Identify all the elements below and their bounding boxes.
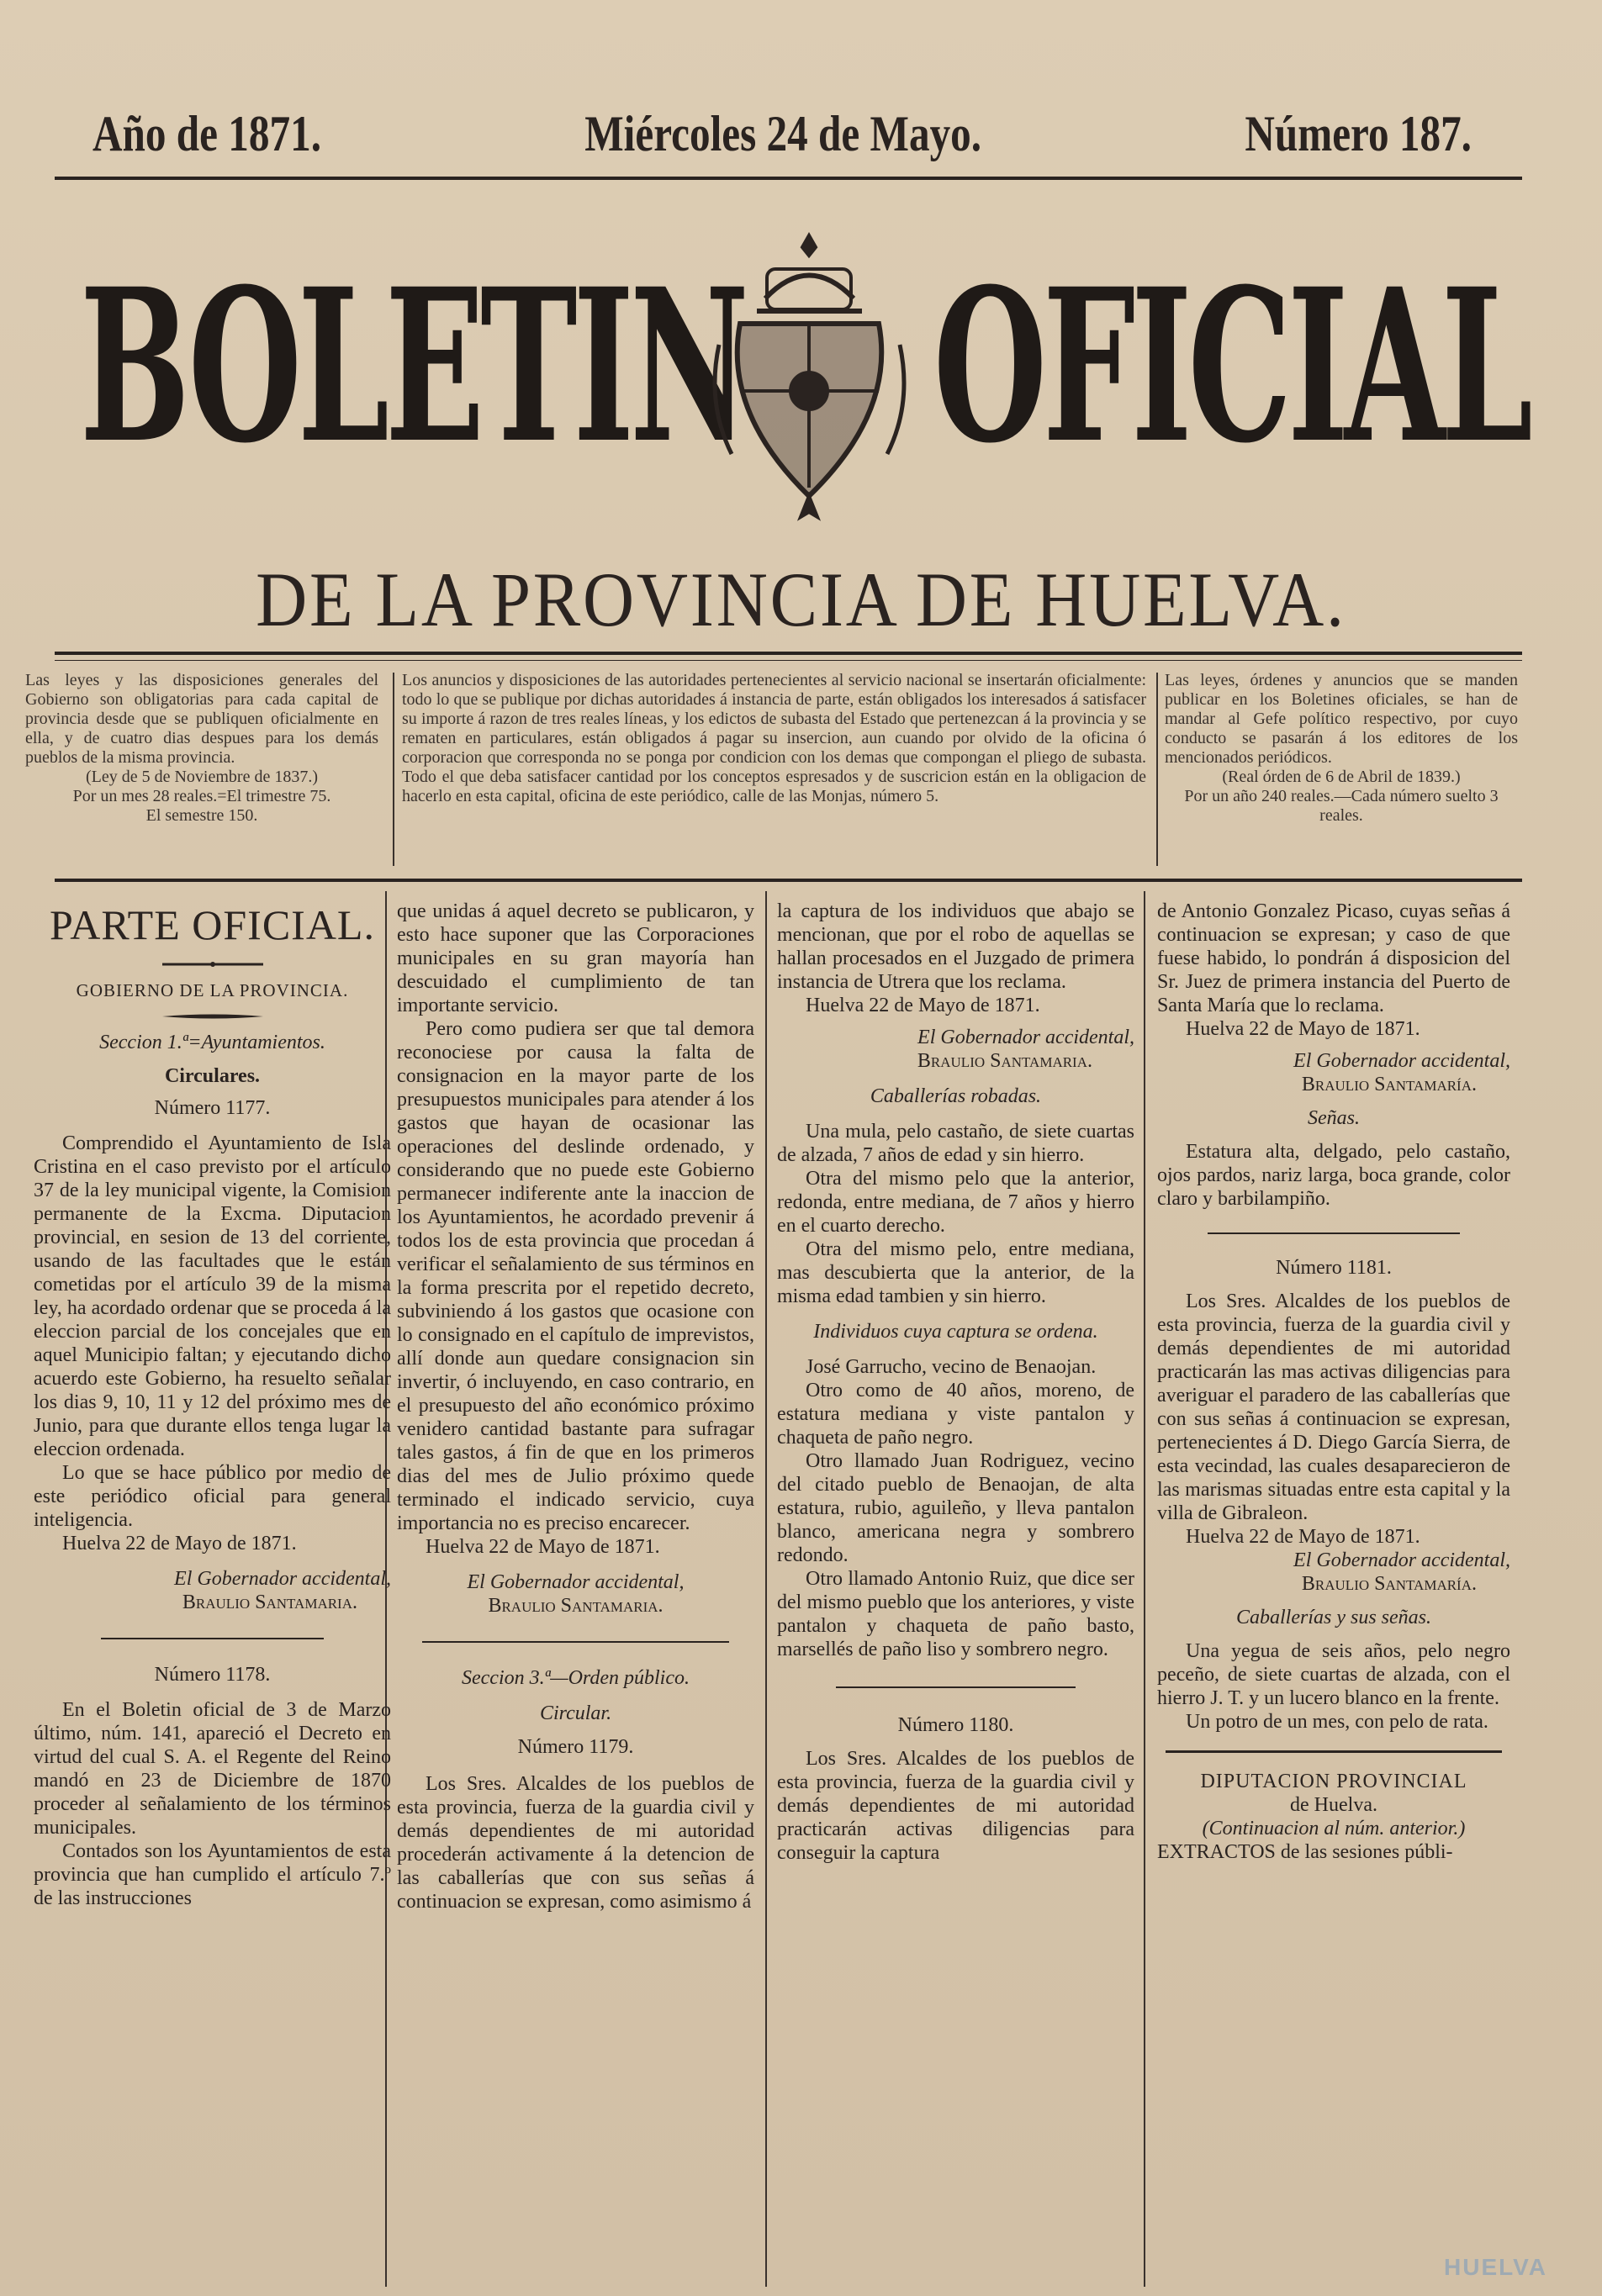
body-paragraph: Un potro de un mes, con pelo de rata.: [1186, 1711, 1488, 1733]
gobernador-title: El Gobernador accidental,: [1293, 1549, 1510, 1571]
caballerias-heading: Caballerías robadas.: [870, 1085, 1042, 1107]
dateline: [93, 105, 1472, 163]
numero-1181: Número 1181.: [1276, 1257, 1392, 1279]
notice-middle: [402, 671, 1146, 806]
issue-number: Número 187.: [1245, 106, 1472, 161]
column-divider-3: [1144, 891, 1145, 2287]
column-2: [397, 900, 754, 1913]
numero-1178: Número 1178.: [154, 1664, 271, 1686]
notice-divider-2: [1156, 673, 1158, 866]
ornament-divider-icon: [162, 962, 263, 967]
body-paragraph: Los Sres. Alcaldes de los pueblos de esta provincia, fuerza de la guardia civil y demás dependientes de mi autoridad procederán activamente á la detencion de las caballerías que con sus señas á continuacion se expresan, como asimismo á: [397, 1773, 754, 1913]
notice-top-rule: [55, 652, 1522, 655]
body-paragraph: Pero como pudiera ser que tal demora reconociese por causa la falta de consignacion en la mayor parte de los presupuestos municipales para atender á los gastos que hayan de ocasionar las operaciones del deslinde ordenado, y considerando que no puede este Gobierno permanecer indiferente ante la inaccion de los Ayuntamientos, he acordado prevenir á todos los de esta provincia que procedan á verificar el señalamiento de sus términos en la forma prescrita por el repetido decreto, subviniendo á los gastos que ocasione con lo consignado en el capítulo de imprevistos, allí donde aun quedare consignacion sin invertir, ó incluyendo, en caso contrario, en el presupuesto del año económico próximo venidero cantidad bastante para sufragar tales gastos, á fin de que en los primeros dias del mes de Julio próximo quede terminado el indicado servicio, cuya importancia no es preciso encarecer.: [397, 1018, 754, 1534]
continuacion-note: (Continuacion al núm. anterior.): [1202, 1818, 1466, 1839]
body-paragraph: Otro llamado Antonio Ruiz, que dice ser del mismo pueblo que los anteriores, y viste pantalon y chaqueta de paño basto, marsellés de paño liso y sombrero negro.: [777, 1568, 1134, 1660]
masthead-word-boletin: BOLETIN: [80, 242, 745, 489]
notice-left-price: Por un mes 28 reales.=El trimestre 75.: [72, 787, 331, 805]
diputacion-heading: DIPUTACION PROVINCIAL: [1200, 1771, 1467, 1792]
columns-top-rule: [55, 879, 1522, 882]
senas-heading: Señas.: [1308, 1107, 1360, 1129]
body-paragraph: Otro como de 40 años, moreno, de estatura mediana y viste pantalon y chaqueta de paño negro.: [777, 1380, 1134, 1449]
body-paragraph: Una mula, pelo castaño, de siete cuartas de alzada, 7 años de edad y sin hierro.: [777, 1121, 1134, 1166]
body-paragraph: de Antonio Gonzalez Picaso, cuyas señas á continuacion se expresan; y caso de que fuese habido, lo pondrán á disposicion del Sr. Juez de primera instancia del Puerto de Santa María que lo reclama.: [1157, 900, 1510, 1016]
notice-left: [25, 671, 378, 826]
dateline-huelva: Huelva 22 de Mayo de 1871.: [1186, 1018, 1420, 1040]
gobernador-name: Braulio Santamaria.: [488, 1595, 664, 1617]
column-4: [1157, 900, 1510, 1864]
gobernador-title: El Gobernador accidental,: [467, 1571, 685, 1593]
dateline-huelva: Huelva 22 de Mayo de 1871.: [62, 1533, 297, 1554]
body-paragraph: Otra del mismo pelo que la anterior, redonda, entre mediana, de 7 años y hierro en el cuarto derecho.: [777, 1168, 1134, 1237]
body-paragraph: En el Boletin oficial de 3 de Marzo último, núm. 141, apareció el Decreto en virtud del cual S. A. el Regente del Reino mandó en 23 de Diciembre de 1870 proceder al señalamiento de los términos municipales.: [34, 1699, 391, 1839]
section-separator: [101, 1638, 324, 1639]
body-paragraph: Contados son los Ayuntamientos de esta provincia que han cumplido el artículo 7.º de las instrucciones: [34, 1840, 391, 1909]
column-divider-2: [765, 891, 767, 2287]
gobernador-name: Braulio Santamaria.: [182, 1591, 357, 1613]
caballerias-heading: Caballerías y sus señas.: [1235, 1607, 1431, 1628]
section-separator: [422, 1641, 729, 1643]
royal-crest-icon: [706, 219, 912, 521]
gobernador-title: El Gobernador accidental,: [174, 1568, 391, 1590]
body-paragraph: Una yegua de seis años, pelo negro peceño, de siete cuartas de alzada, con el hierro J. T. y un lucero blanco en la frente.: [1157, 1640, 1510, 1709]
parte-oficial-heading: PARTE OFICIAL.: [50, 901, 375, 948]
body-paragraph: Los Sres. Alcaldes de los pueblos de esta provincia, fuerza de la guardia civil y demás dependientes de mi autoridad practicarán activas diligencias para conseguir la captura: [777, 1748, 1134, 1864]
notice-right-law: (Real órden de 6 de Abril de 1839.): [1222, 768, 1461, 786]
circulares-heading: Circulares.: [164, 1065, 261, 1087]
body-paragraph: EXTRACTOS de las sesiones públi-: [1157, 1841, 1453, 1863]
seccion-heading: Seccion 3.ª—Orden público.: [461, 1667, 690, 1689]
numero-1177: Número 1177.: [154, 1097, 271, 1119]
body-paragraph: Comprendido el Ayuntamiento de Isla Cristina en el caso previsto por el artículo 37 de la ley municipal vigente, la Comision permanente de la Excma. Diputacion provincial, en sesion de 13 del corriente, usando de las facultades que le están cometidas por el artículo 39 de la misma ley, ha acordado ordenar que se proceda á la eleccion parcial de los concejales que en aquel Municipio faltan; y ejecutando dicho acuerdo este Gobierno, ha resuelto señalar los dias 9, 10, 11 y 12 del próximo mes de Junio, para que durante ellos tenga lugar la eleccion ordenada.: [34, 1132, 391, 1460]
body-paragraph: Lo que se hace público por medio de este periódico oficial para general inteligencia.: [34, 1462, 391, 1531]
numero-1179: Número 1179.: [517, 1736, 634, 1758]
notice-top-rule-thin: [55, 660, 1522, 661]
section-separator: [1208, 1232, 1460, 1234]
section-separator: [1166, 1750, 1502, 1753]
issue-year: Año de 1871.: [93, 106, 321, 161]
notice-right: [1165, 671, 1518, 826]
notice-right-text: Las leyes, órdenes y anuncios que se manden publicar en los Boletines oficiales, se han de mandar al Gefe político respectivo, por cuyo conducto se pasarán á los editores de los mencionados periódicos.: [1165, 671, 1518, 767]
masthead-word-oficial: OFICIAL: [933, 242, 1529, 489]
gobernador-name: Braulio Santamaría.: [1301, 1074, 1477, 1095]
individuos-heading: Individuos cuya captura se ordena.: [813, 1321, 1098, 1343]
dateline-huelva: Huelva 22 de Mayo de 1871.: [806, 995, 1040, 1016]
gobierno-heading: GOBIERNO DE LA PROVINCIA.: [76, 980, 349, 1000]
notice-middle-text: Los anuncios y disposiciones de las autoridades pertenecientes al servicio nacional se insertarán oficialmente: todo lo que se publique por dichas autoridades á instancia de parte, están obligados los interesados á satisfacer su importe á razon de tres reales líneas, y los edictos de subasta del Estado que pertenezcan á la provincia y se rematen en particulares, están obligados á pagar su insercion, aun cuando por olvido de la oficina ó corporacion que corresponda no se ponga por condicion con los demas que compongan el pliego de subasta. Todo el que deba satisfacer cantidad por los conceptos espresados y de suscricion están en la obligacion de hacerlo en esta capital, oficina de este periódico, calle de las Monjas, número 5.: [402, 671, 1146, 805]
body-paragraph: Estatura alta, delgado, pelo castaño, ojos pardos, nariz larga, boca grande, color claro y barbilampiño.: [1157, 1141, 1510, 1210]
numero-1180: Número 1180.: [897, 1714, 1014, 1736]
body-paragraph: José Garrucho, vecino de Benaojan.: [806, 1356, 1097, 1378]
column-1: [34, 900, 391, 1910]
body-paragraph: Los Sres. Alcaldes de los pueblos de esta provincia, fuerza de la guardia civil y demás dependientes de mi autoridad practicarán las mas activas diligencias para averiguar el paradero de las caballerías que con sus señas á continuacion se expresan, pertenecientes á D. Diego García Sierra, de esta vecindad, las cuales desaparecieron de las marismas situadas entre esta capital y la villa de Gibraleon.: [1157, 1291, 1510, 1524]
dateline-huelva: Huelva 22 de Mayo de 1871.: [426, 1536, 660, 1558]
gobernador-name: Braulio Santamaria.: [917, 1050, 1092, 1072]
top-rule: [55, 177, 1522, 180]
circular-heading: Circular.: [539, 1702, 612, 1724]
dateline-huelva: Huelva 22 de Mayo de 1871.: [1186, 1526, 1420, 1548]
notice-divider-1: [393, 673, 394, 866]
body-paragraph: Otra del mismo pelo, entre mediana, mas descubierta que la anterior, de la misma edad tambien y sin hierro.: [777, 1238, 1134, 1307]
diputacion-subheading: de Huelva.: [1290, 1794, 1377, 1816]
gobernador-name: Braulio Santamaría.: [1301, 1573, 1477, 1595]
ornament-divider-icon: [162, 1014, 263, 1019]
notice-right-price: Por un año 240 reales.—Cada número suelto 3 reales.: [1184, 787, 1499, 825]
masthead-subtitle: DE LA PROVINCIA DE HUELVA.: [256, 557, 1346, 642]
section-separator: [836, 1686, 1076, 1688]
notice-left-law: (Ley de 5 de Noviembre de 1837.): [85, 768, 318, 786]
body-paragraph: Otro llamado Juan Rodriguez, vecino del citado pueblo de Benaojan, de alta estatura, rubio, aguileño, y lleva pantalon blanco, americana negra y sombrero redondo.: [777, 1450, 1134, 1566]
masthead: [80, 242, 1529, 489]
gobernador-title: El Gobernador accidental,: [1293, 1050, 1510, 1072]
issue-date: Miércoles 24 de Mayo.: [584, 106, 982, 161]
notice-left-text: Las leyes y las disposiciones generales del Gobierno son obligatorias para cada capital de provincia desde que se publiquen oficialmente en ella, y de cuatro dias despues para los demás pueblos de la misma provincia.: [25, 671, 378, 767]
gobernador-title: El Gobernador accidental,: [917, 1027, 1134, 1048]
column-3: [777, 900, 1134, 1865]
seccion-heading: Seccion 1.ª=Ayuntamientos.: [99, 1032, 325, 1053]
archive-watermark: HUELVA: [1444, 2254, 1547, 2280]
body-paragraph: que unidas á aquel decreto se publicaron, y esto hace suponer que las Corporaciones municipales en su gran mayoría han descuidado el cumplimiento de tan importante servicio.: [397, 900, 754, 1016]
notice-left-price2: El semestre 150.: [145, 806, 258, 825]
body-paragraph: la captura de los individuos que abajo se mencionan, que por el robo de aquellas se hallan procesados en el Juzgado de primera instancia de Utrera que los reclama.: [777, 900, 1134, 993]
